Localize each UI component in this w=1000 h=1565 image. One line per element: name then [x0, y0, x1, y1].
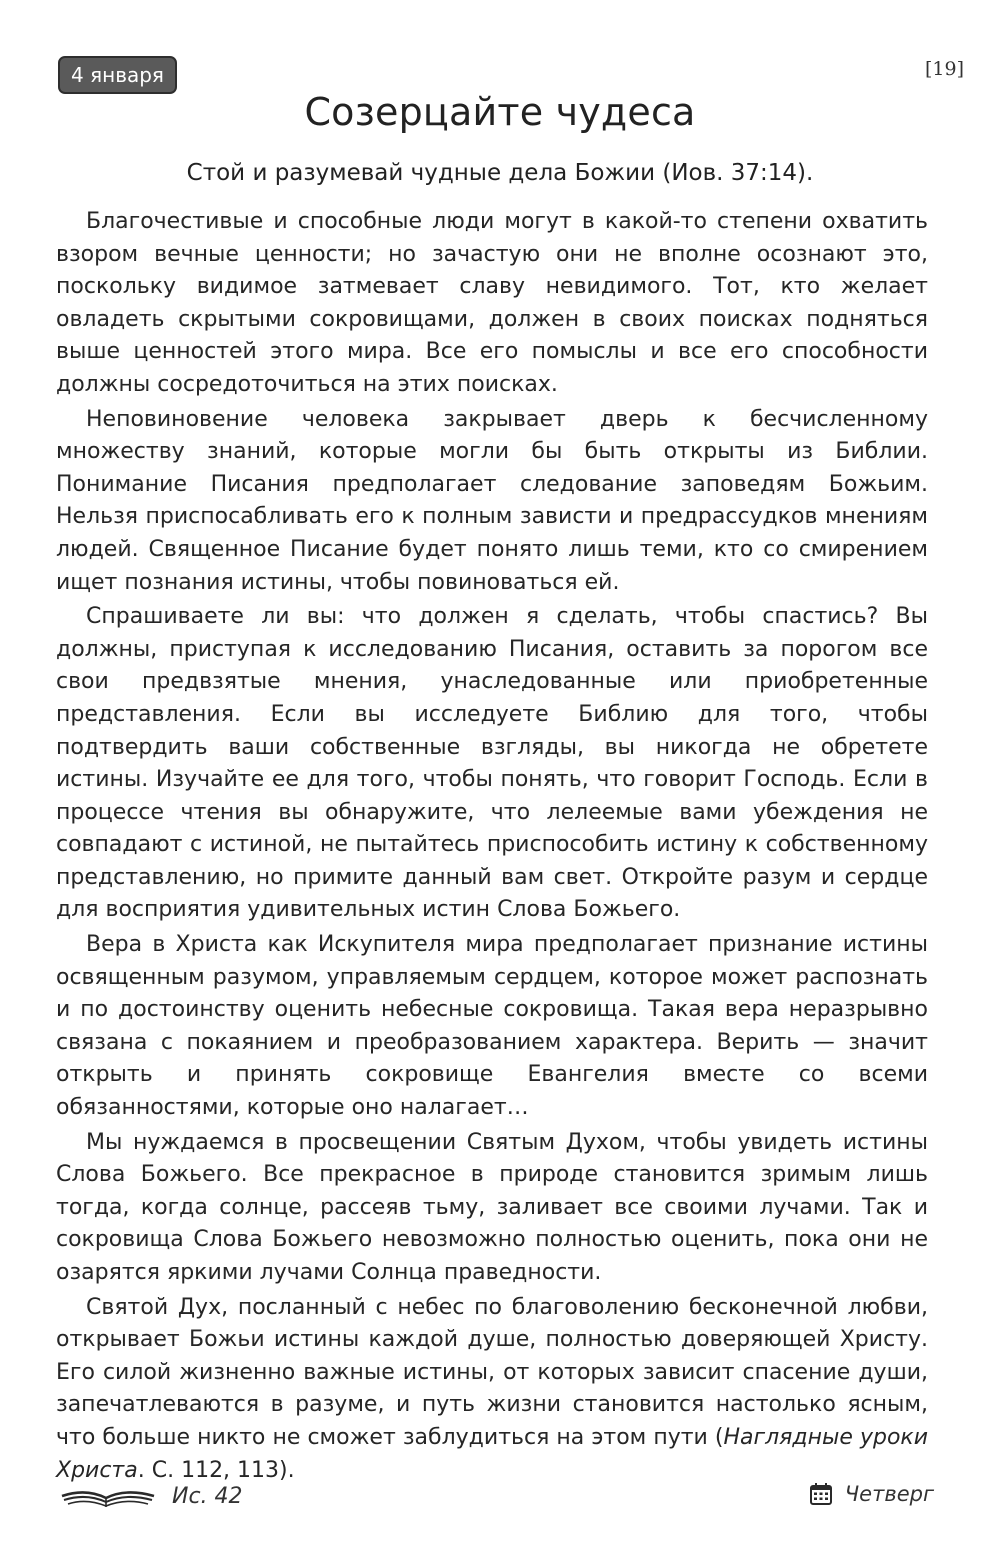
epigraph: Стой и разумевай чудные дела Божии (Иов. 37:14).	[186, 160, 814, 186]
page-number: [19]	[924, 58, 964, 80]
footer-reading	[60, 1484, 243, 1509]
paragraph-4: Вера в Христа как Искупителя мира предполагает признание истины освященным разумом, управляемым сердцем, которое может распознать и по достоинству оценить небесные сокровища. Такая вера неразрывно связана с покаянием и преобразованием характера. Верить — значит открыть и принять сокровище Евангелия вместе со всеми обязанностями, которые оно налагает…	[56, 932, 928, 1121]
body-text	[56, 206, 928, 1487]
footer-weekday	[809, 1482, 934, 1506]
paragraph-6-text: Святой Дух, посланный с небес по благоволению бесконечной любви, открывает Божьи истины каждой душе, полностью доверяющей Христу. Его силой жизненно важные истины, от которых зависит спасение души, запечатлеваются в разуме, и путь жизни становится настолько ясным, что больше никто не сможет заблудиться на этом пути (	[56, 1294, 928, 1450]
date-badge: 4 января	[58, 56, 177, 94]
paragraph-5: Мы нуждаемся в просвещении Святым Духом, чтобы увидеть истины Слова Божьего. Все прекрасное в природе становится зримым лишь тогда, когда солнце, рассеяв тьму, заливает все своими лучами. Так и сокровища Слова Божьего невозможно полностью оценить, пока они не озарятся яркими лучами Солнца праведности.	[56, 1129, 928, 1285]
weekday-label: Четверг	[844, 1482, 934, 1506]
scripture-reading: Ис. 42	[172, 1484, 243, 1509]
paragraph-3: Спрашиваете ли вы: что должен я сделать, чтобы спастись? Вы должны, приступая к исследованию Писания, оставить за порогом все свои предвзятые мнения, унаследованные или приобретенные представления. Если вы исследуете Библию для того, чтобы подтвердить ваши собственные взгляды, вы никогда не обретете истины. Изучайте ее для того, чтобы понять, что говорит Господь. Если в процессе чтения вы обнаружите, что лелеемые вами убеждения не совпадают с истиной, не пытайтесь приспособить истину к собственному представлению, но примите данный вам свет. Откройте разум и сердце для восприятия удивительных истин Слова Божьего.	[56, 604, 928, 923]
calendar-icon	[809, 1482, 833, 1506]
paragraph-6	[56, 1292, 928, 1488]
page-title: Созерцайте чудеса	[304, 90, 696, 134]
open-book-icon	[60, 1486, 156, 1508]
source-title: Наглядные уроки Христа	[56, 1424, 928, 1483]
paragraph-2: Неповиновение человека закрывает дверь к бесчисленному множеству знаний, которые могли бы быть открыты из Библии. Понимание Писания предполагает следование заповедям Божьим. Нельзя приспосабливать его к полным зависти и предрассудков мнениям людей. Священное Писание будет понято лишь теми, кто со смирением ищет познания истины, чтобы повиноваться ей.	[56, 406, 928, 595]
paragraph-1: Благочестивые и способные люди могут в какой-то степени охватить взором вечные ценности; но зачастую они не вполне осознают это, поскольку видимое затмевает славу невидимого. Тот, кто желает овладеть скрытыми сокровищами, должен в своих поисках подняться выше ценностей этого мира. Все его помыслы и все его способности должны сосредоточиться на этих поисках.	[56, 209, 928, 397]
source-pages: . С. 112, 113).	[137, 1457, 295, 1483]
